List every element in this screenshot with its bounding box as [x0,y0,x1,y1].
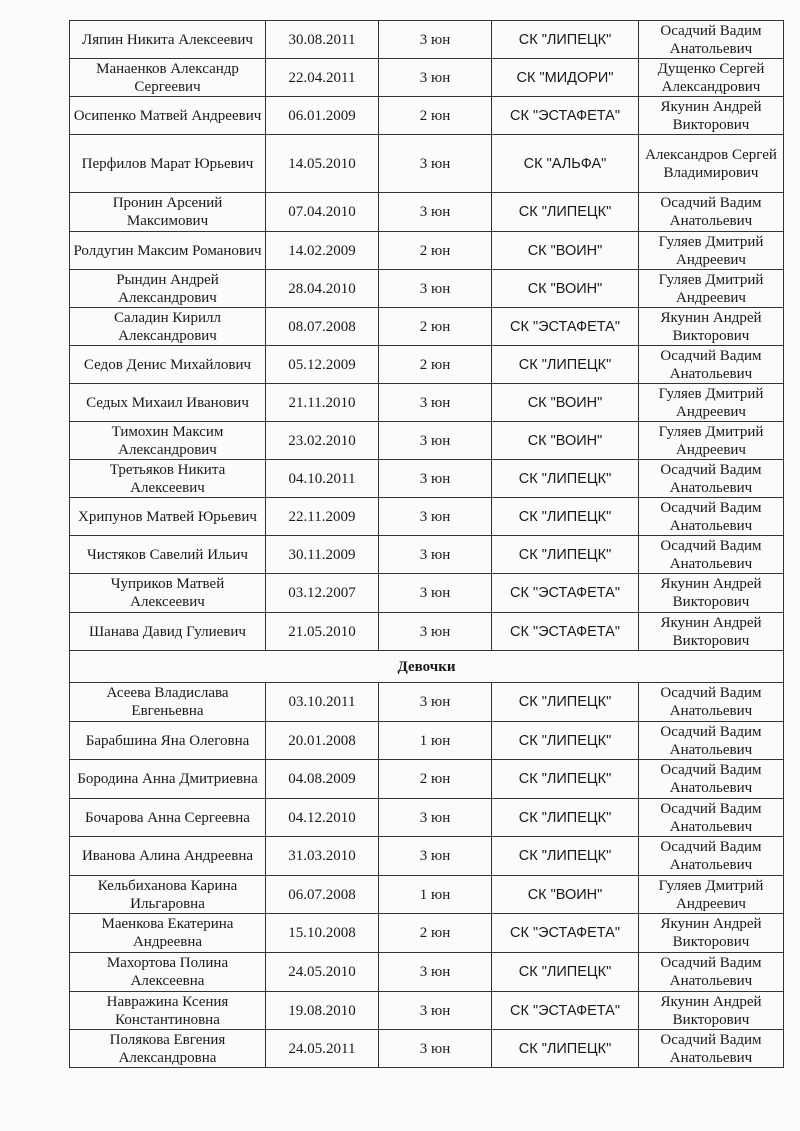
club-name: СК "ВОИН" [492,422,639,460]
sport-rank: 1 юн [379,876,492,914]
sport-rank: 3 юн [379,1030,492,1068]
section-row [70,651,784,683]
sport-rank: 3 юн [379,422,492,460]
sport-rank: 3 юн [379,992,492,1030]
birth-date: 30.11.2009 [266,536,379,574]
birth-date: 04.10.2011 [266,460,379,498]
coach-name: Якунин Андрей Викторович [639,574,784,613]
coach-name: Дущенко Сергей Александрович [639,59,784,97]
club-name: СК "МИДОРИ" [492,59,639,97]
sport-rank: 3 юн [379,953,492,992]
birth-date: 22.11.2009 [266,498,379,536]
athlete-name: Саладин Кирилл Александрович [70,308,266,346]
club-name: СК "ЛИПЕЦК" [492,498,639,536]
birth-date: 08.07.2008 [266,308,379,346]
table-row [70,346,784,384]
table-row [70,953,784,992]
sport-rank: 3 юн [379,498,492,536]
birth-date: 23.02.2010 [266,422,379,460]
section-title: Девочки [70,651,784,683]
coach-name: Гуляев Дмитрий Андреевич [639,876,784,914]
athlete-name: Ляпин Никита Алексеевич [70,21,266,59]
table-row [70,574,784,613]
table-row [70,536,784,574]
sport-rank: 3 юн [379,536,492,574]
table-row [70,97,784,135]
athlete-name: Бородина Анна Дмитриевна [70,760,266,799]
athlete-name: Пронин Арсений Максимович [70,193,266,232]
coach-name: Якунин Андрей Викторович [639,992,784,1030]
coach-name: Якунин Андрей Викторович [639,97,784,135]
coach-name: Осадчий Вадим Анатольевич [639,346,784,384]
roster-table [69,20,784,1068]
table-row [70,799,784,837]
club-name: СК "ЭСТАФЕТА" [492,992,639,1030]
athlete-name: Шанава Давид Гулиевич [70,613,266,651]
sport-rank: 2 юн [379,97,492,135]
coach-name: Александров Сергей Владимирович [639,135,784,193]
table-row [70,837,784,876]
sport-rank: 2 юн [379,914,492,953]
birth-date: 06.07.2008 [266,876,379,914]
club-name: СК "ЛИПЕЦК" [492,953,639,992]
sport-rank: 2 юн [379,760,492,799]
athlete-name: Манаенков Александр Сергеевич [70,59,266,97]
club-name: СК "ЭСТАФЕТА" [492,914,639,953]
birth-date: 24.05.2011 [266,1030,379,1068]
athlete-name: Асеева Владислава Евгеньевна [70,683,266,722]
athlete-name: Бочарова Анна Сергеевна [70,799,266,837]
table-row [70,876,784,914]
sport-rank: 3 юн [379,135,492,193]
birth-date: 24.05.2010 [266,953,379,992]
athlete-name: Осипенко Матвей Андреевич [70,97,266,135]
coach-name: Осадчий Вадим Анатольевич [639,193,784,232]
table-row [70,1030,784,1068]
birth-date: 14.05.2010 [266,135,379,193]
athlete-name: Барабшина Яна Олеговна [70,722,266,760]
club-name: СК "ЭСТАФЕТА" [492,613,639,651]
athlete-name: Тимохин Максим Александрович [70,422,266,460]
club-name: СК "ЛИПЕЦК" [492,21,639,59]
coach-name: Осадчий Вадим Анатольевич [639,1030,784,1068]
club-name: СК "ЛИПЕЦК" [492,1030,639,1068]
birth-date: 03.10.2011 [266,683,379,722]
table-row [70,722,784,760]
birth-date: 19.08.2010 [266,992,379,1030]
table-row [70,21,784,59]
club-name: СК "ЛИПЕЦК" [492,799,639,837]
coach-name: Осадчий Вадим Анатольевич [639,760,784,799]
birth-date: 15.10.2008 [266,914,379,953]
birth-date: 21.05.2010 [266,613,379,651]
club-name: СК "ВОИН" [492,232,639,270]
sport-rank: 3 юн [379,59,492,97]
table-row [70,914,784,953]
birth-date: 30.08.2011 [266,21,379,59]
athlete-name: Перфилов Марат Юрьевич [70,135,266,193]
sport-rank: 3 юн [379,193,492,232]
table-row [70,992,784,1030]
coach-name: Якунин Андрей Викторович [639,308,784,346]
club-name: СК "ЛИПЕЦК" [492,193,639,232]
sport-rank: 3 юн [379,384,492,422]
sport-rank: 2 юн [379,308,492,346]
club-name: СК "ВОИН" [492,270,639,308]
birth-date: 07.04.2010 [266,193,379,232]
athlete-name: Кельбиханова Карина Ильгаровна [70,876,266,914]
sport-rank: 3 юн [379,613,492,651]
coach-name: Осадчий Вадим Анатольевич [639,953,784,992]
club-name: СК "ЭСТАФЕТА" [492,308,639,346]
table-row [70,232,784,270]
coach-name: Якунин Андрей Викторович [639,613,784,651]
table-row [70,193,784,232]
athlete-name: Седых Михаил Иванович [70,384,266,422]
club-name: СК "ВОИН" [492,876,639,914]
birth-date: 22.04.2011 [266,59,379,97]
sport-rank: 3 юн [379,21,492,59]
athlete-name: Рындин Андрей Александрович [70,270,266,308]
coach-name: Осадчий Вадим Анатольевич [639,837,784,876]
club-name: СК "ВОИН" [492,384,639,422]
sport-rank: 3 юн [379,270,492,308]
table-row [70,683,784,722]
birth-date: 21.11.2010 [266,384,379,422]
table-row [70,613,784,651]
athlete-name: Ролдугин Максим Романович [70,232,266,270]
sport-rank: 3 юн [379,683,492,722]
coach-name: Гуляев Дмитрий Андреевич [639,422,784,460]
athlete-name: Чуприков Матвей Алексеевич [70,574,266,613]
sport-rank: 1 юн [379,722,492,760]
sport-rank: 3 юн [379,799,492,837]
sport-rank: 3 юн [379,574,492,613]
club-name: СК "АЛЬФА" [492,135,639,193]
club-name: СК "ЭСТАФЕТА" [492,97,639,135]
coach-name: Осадчий Вадим Анатольевич [639,536,784,574]
table-row [70,760,784,799]
table-row [70,460,784,498]
coach-name: Осадчий Вадим Анатольевич [639,683,784,722]
birth-date: 03.12.2007 [266,574,379,613]
table-row [70,422,784,460]
coach-name: Гуляев Дмитрий Андреевич [639,270,784,308]
coach-name: Осадчий Вадим Анатольевич [639,498,784,536]
sport-rank: 3 юн [379,460,492,498]
birth-date: 31.03.2010 [266,837,379,876]
club-name: СК "ЛИПЕЦК" [492,536,639,574]
birth-date: 04.12.2010 [266,799,379,837]
table-row [70,135,784,193]
coach-name: Осадчий Вадим Анатольевич [639,21,784,59]
coach-name: Осадчий Вадим Анатольевич [639,799,784,837]
coach-name: Осадчий Вадим Анатольевич [639,722,784,760]
table-row [70,498,784,536]
birth-date: 28.04.2010 [266,270,379,308]
club-name: СК "ЭСТАФЕТА" [492,574,639,613]
athlete-name: Махортова Полина Алексеевна [70,953,266,992]
athlete-name: Навражина Ксения Константиновна [70,992,266,1030]
birth-date: 06.01.2009 [266,97,379,135]
birth-date: 14.02.2009 [266,232,379,270]
athlete-name: Чистяков Савелий Ильич [70,536,266,574]
birth-date: 04.08.2009 [266,760,379,799]
coach-name: Гуляев Дмитрий Андреевич [639,384,784,422]
sport-rank: 3 юн [379,837,492,876]
sport-rank: 2 юн [379,232,492,270]
athlete-name: Седов Денис Михайлович [70,346,266,384]
roster-body [70,21,784,1068]
coach-name: Осадчий Вадим Анатольевич [639,460,784,498]
club-name: СК "ЛИПЕЦК" [492,346,639,384]
athlete-name: Хрипунов Матвей Юрьевич [70,498,266,536]
athlete-name: Третьяков Никита Алексеевич [70,460,266,498]
club-name: СК "ЛИПЕЦК" [492,722,639,760]
athlete-name: Маенкова Екатерина Андреевна [70,914,266,953]
table-row [70,308,784,346]
athlete-name: Иванова Алина Андреевна [70,837,266,876]
club-name: СК "ЛИПЕЦК" [492,837,639,876]
sport-rank: 2 юн [379,346,492,384]
coach-name: Гуляев Дмитрий Андреевич [639,232,784,270]
club-name: СК "ЛИПЕЦК" [492,460,639,498]
club-name: СК "ЛИПЕЦК" [492,760,639,799]
table-row [70,59,784,97]
athlete-name: Полякова Евгения Александровна [70,1030,266,1068]
coach-name: Якунин Андрей Викторович [639,914,784,953]
table-row [70,270,784,308]
table-row [70,384,784,422]
birth-date: 05.12.2009 [266,346,379,384]
club-name: СК "ЛИПЕЦК" [492,683,639,722]
birth-date: 20.01.2008 [266,722,379,760]
